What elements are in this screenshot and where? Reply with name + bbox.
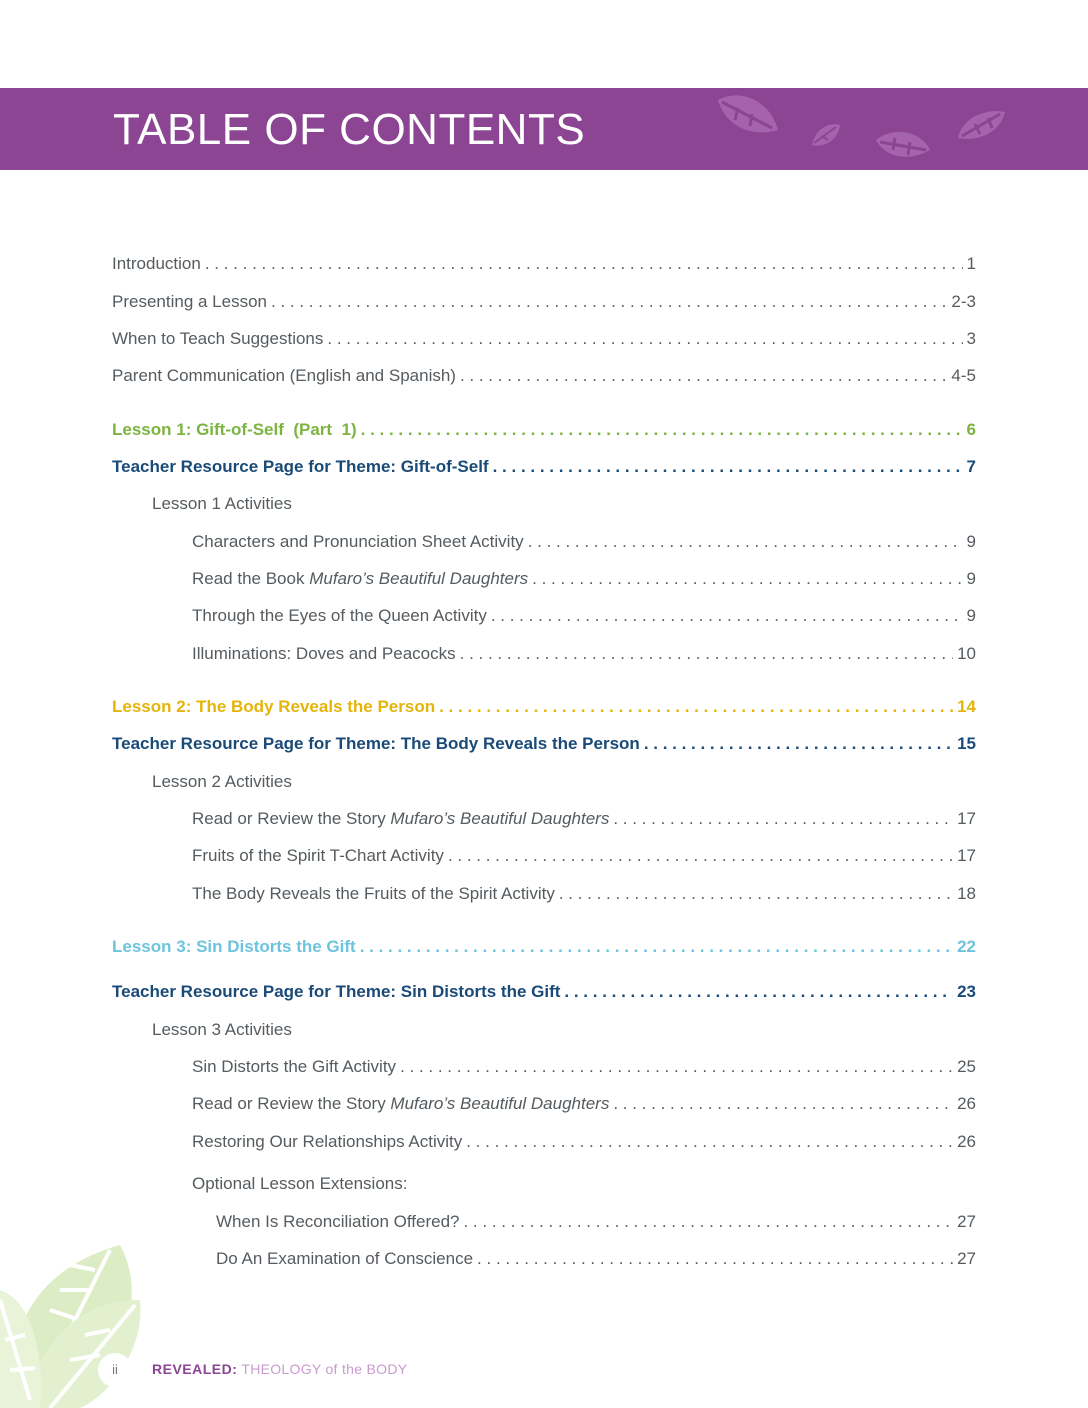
toc-entry-title: Lesson 3 Activities bbox=[152, 1020, 292, 1039]
dot-leader bbox=[644, 732, 953, 756]
footer-brand-bold: REVEALED: bbox=[152, 1361, 238, 1377]
toc-entry-page: 6 bbox=[966, 420, 976, 439]
toc-teacher-resource-3[interactable] bbox=[112, 980, 976, 1004]
leaf-icon bbox=[958, 111, 1005, 139]
toc-lesson-3[interactable] bbox=[112, 935, 976, 959]
toc-entry[interactable] bbox=[192, 604, 976, 628]
toc-optional-heading bbox=[192, 1172, 976, 1196]
toc-entry-page: 3 bbox=[966, 329, 976, 348]
toc-entry-page: 27 bbox=[957, 1212, 976, 1231]
toc-entry-page: 10 bbox=[957, 644, 976, 663]
toc-activities-heading bbox=[152, 492, 976, 516]
toc-entry-page: 1 bbox=[966, 254, 976, 273]
toc-entry-title-prefix: Read or Review the Story bbox=[192, 809, 391, 828]
toc-entry-page: 15 bbox=[957, 734, 976, 753]
dot-leader bbox=[400, 1055, 953, 1079]
toc-activities-heading bbox=[152, 1018, 976, 1042]
toc-entry-title: Lesson 2 Activities bbox=[152, 772, 292, 791]
toc-entry-title: Teacher Resource Page for Theme: Sin Distorts the Gift bbox=[112, 982, 561, 1001]
toc-teacher-resource-1[interactable] bbox=[112, 455, 976, 479]
toc-activities-heading bbox=[152, 770, 976, 794]
toc-entry-title: Presenting a Lesson bbox=[112, 292, 267, 311]
dot-leader bbox=[360, 935, 953, 959]
book-title: Mufaro’s Beautiful Daughters bbox=[390, 809, 610, 828]
toc-entry[interactable] bbox=[192, 882, 976, 906]
dot-leader bbox=[466, 1130, 953, 1154]
toc-entry-page: 18 bbox=[957, 884, 976, 903]
toc-entry[interactable] bbox=[192, 1055, 976, 1079]
toc-entry-title-prefix: Read the Book bbox=[192, 569, 310, 588]
toc-entry-page: 25 bbox=[957, 1057, 976, 1076]
dot-leader bbox=[448, 844, 953, 868]
toc-entry-page: 9 bbox=[966, 569, 976, 588]
book-title: Mufaro’s Beautiful Daughters bbox=[309, 569, 529, 588]
toc-entry-title bbox=[192, 807, 609, 831]
toc-entry-page: 27 bbox=[957, 1249, 976, 1268]
toc-entry[interactable] bbox=[192, 844, 976, 868]
toc-lesson-2[interactable] bbox=[112, 695, 976, 719]
toc-entry[interactable] bbox=[112, 364, 976, 388]
toc-entry[interactable] bbox=[192, 642, 976, 666]
dot-leader bbox=[493, 455, 963, 479]
leaf-icon bbox=[876, 132, 930, 157]
toc-entry[interactable] bbox=[192, 567, 976, 591]
leaf-icon bbox=[718, 95, 778, 132]
toc-entry-title: Lesson 1: Gift-of-Self (Part 1) bbox=[112, 420, 357, 439]
toc-entry-title: Introduction bbox=[112, 254, 201, 273]
toc-entry-page: 17 bbox=[957, 809, 976, 828]
toc-entry-title: Illuminations: Doves and Peacocks bbox=[192, 644, 456, 663]
dot-leader bbox=[477, 1247, 953, 1271]
toc-entry-page: 14 bbox=[957, 697, 976, 716]
dot-leader bbox=[460, 642, 953, 666]
toc-entry-title: Optional Lesson Extensions: bbox=[192, 1174, 408, 1193]
toc-entry-title: Lesson 1 Activities bbox=[152, 494, 292, 513]
dot-leader bbox=[491, 604, 963, 628]
banner-leaves-decoration bbox=[0, 0, 1088, 200]
toc-entry-title: Lesson 3: Sin Distorts the Gift bbox=[112, 937, 356, 956]
leaf-icon bbox=[812, 124, 840, 145]
toc-entry[interactable] bbox=[216, 1247, 976, 1271]
toc-entry-title: Do An Examination of Conscience bbox=[216, 1249, 474, 1268]
dot-leader bbox=[528, 530, 963, 554]
toc-entry[interactable] bbox=[112, 327, 976, 351]
toc-entry[interactable] bbox=[216, 1210, 976, 1234]
toc-entry[interactable] bbox=[112, 252, 976, 276]
dot-leader bbox=[439, 695, 953, 719]
page-title: TABLE OF CONTENTS bbox=[113, 105, 586, 154]
toc-entry-title: Sin Distorts the Gift Activity bbox=[192, 1057, 397, 1076]
toc-entry-title: Through the Eyes of the Queen Activity bbox=[192, 606, 487, 625]
toc-entry[interactable] bbox=[112, 290, 976, 314]
dot-leader bbox=[205, 252, 963, 276]
toc-entry-page: 2-3 bbox=[951, 292, 976, 311]
book-title: Mufaro’s Beautiful Daughters bbox=[390, 1094, 610, 1113]
dot-leader bbox=[460, 364, 947, 388]
toc-entry-title: Restoring Our Relationships Activity bbox=[192, 1132, 463, 1151]
toc-entry-page: 26 bbox=[957, 1132, 976, 1151]
toc-entry-title bbox=[192, 1092, 609, 1116]
toc-entry[interactable] bbox=[192, 530, 976, 554]
toc-entry-page: 17 bbox=[957, 846, 976, 865]
toc-entry-title: The Body Reveals the Fruits of the Spirit Activity bbox=[192, 884, 555, 903]
toc-entry[interactable] bbox=[192, 807, 976, 831]
dot-leader bbox=[532, 567, 962, 591]
toc-entry-title: Characters and Pronunciation Sheet Activity bbox=[192, 532, 524, 551]
dot-leader bbox=[564, 980, 953, 1004]
toc-entry-page: 9 bbox=[966, 532, 976, 551]
dot-leader bbox=[559, 882, 953, 906]
toc-entry-page: 7 bbox=[966, 457, 976, 476]
toc-teacher-resource-2[interactable] bbox=[112, 732, 976, 756]
toc-entry-page: 23 bbox=[957, 982, 976, 1001]
toc-entry[interactable] bbox=[192, 1092, 976, 1116]
toc-entry-title: Parent Communication (English and Spanish) bbox=[112, 366, 456, 385]
toc-entry-title: When to Teach Suggestions bbox=[112, 329, 324, 348]
toc-entry-page: 22 bbox=[957, 937, 976, 956]
toc-entry-title bbox=[192, 567, 528, 591]
dot-leader bbox=[613, 1092, 953, 1116]
toc-lesson-1[interactable] bbox=[112, 418, 976, 442]
toc-entry-title-prefix: Read or Review the Story bbox=[192, 1094, 391, 1113]
toc-entry-page: 4-5 bbox=[951, 366, 976, 385]
dot-leader bbox=[271, 290, 947, 314]
toc-entry-title: Fruits of the Spirit T-Chart Activity bbox=[192, 846, 444, 865]
toc-entry-title: Lesson 2: The Body Reveals the Person bbox=[112, 697, 436, 716]
dot-leader bbox=[613, 807, 953, 831]
toc-entry-title: Teacher Resource Page for Theme: Gift-of-Self bbox=[112, 457, 489, 476]
dot-leader bbox=[327, 327, 962, 351]
toc-entry-title: When Is Reconciliation Offered? bbox=[216, 1212, 460, 1231]
footer-brand bbox=[152, 1361, 407, 1377]
footer-brand-rest: THEOLOGY of the BODY bbox=[237, 1361, 408, 1377]
toc-entry-page: 26 bbox=[957, 1094, 976, 1113]
toc-entry[interactable] bbox=[192, 1130, 976, 1154]
page-number: ii bbox=[112, 1362, 118, 1377]
toc-entry-title: Teacher Resource Page for Theme: The Body Reveals the Person bbox=[112, 734, 640, 753]
dot-leader bbox=[361, 418, 963, 442]
toc-entry-page: 9 bbox=[966, 606, 976, 625]
dot-leader bbox=[463, 1210, 953, 1234]
